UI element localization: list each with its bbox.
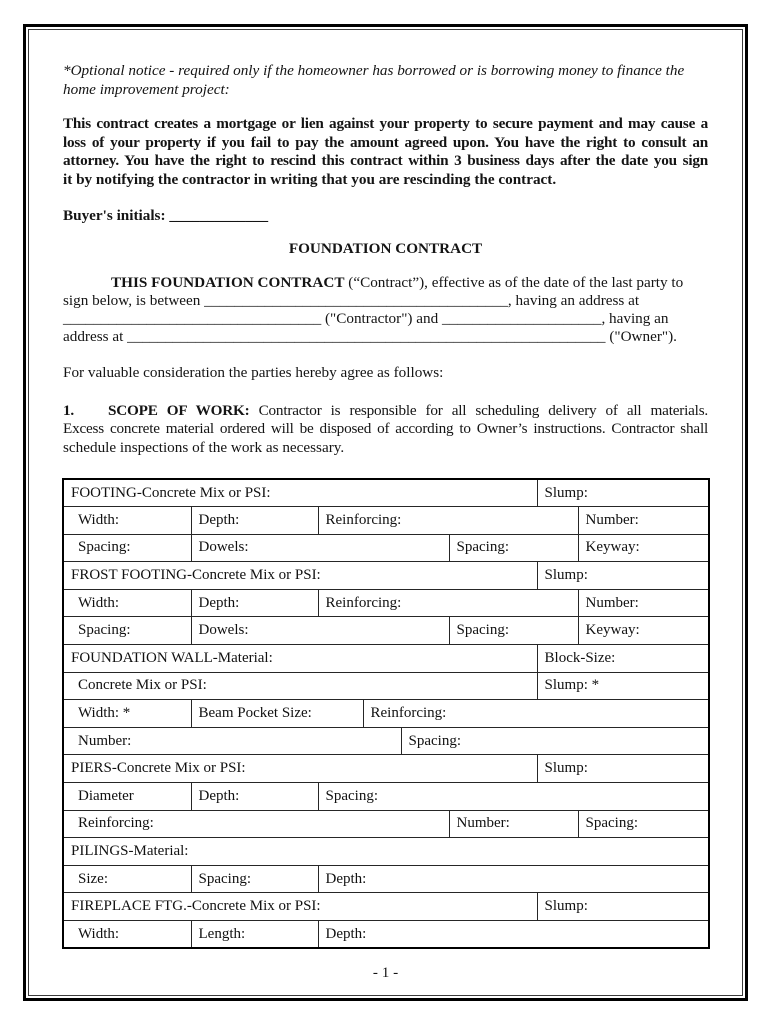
table-cell: PIERS-Concrete Mix or PSI:: [63, 755, 537, 783]
table-section-row: [63, 645, 709, 673]
table-cell: Reinforcing:: [63, 810, 449, 838]
table-cell: Number:: [63, 727, 401, 755]
intro-line: THIS FOUNDATION CONTRACT (“Contract”), effective as of the date of the last party to: [111, 274, 684, 291]
intro-line: sign below, is between ________________________________________, having an address at: [63, 292, 640, 309]
table-section-row: [63, 838, 709, 866]
table-cell: Slump:: [537, 479, 709, 507]
table-cell: Slump:: [537, 755, 709, 783]
scope-number: 1.: [63, 402, 74, 419]
table-cell: Width:: [63, 589, 191, 617]
table-cell: Reinforcing:: [318, 507, 578, 535]
contractor-address-blank[interactable]: __________________________________: [63, 310, 322, 327]
buyers-initials-blank[interactable]: _____________: [169, 207, 269, 224]
owner-name-blank[interactable]: _____________________: [441, 310, 602, 327]
table-row: [63, 810, 709, 838]
table-section-row: [63, 562, 709, 590]
table-cell: Keyway:: [578, 617, 709, 645]
scope-of-work-paragraph: [63, 402, 708, 457]
scope-line: Excess concrete material ordered will be disposed of according to Owner’s instructions. Contractor shall: [63, 420, 708, 438]
scope-heading: SCOPE OF WORK:: [108, 402, 250, 419]
table-row: [63, 534, 709, 562]
warning-line: it by notifying the contractor in writing that you are rescinding the contract.: [63, 170, 557, 188]
table-cell: Depth:: [191, 507, 318, 535]
table-cell: Diameter: [63, 783, 191, 811]
table-cell: Length:: [191, 921, 318, 949]
table-cell: Dowels:: [191, 534, 449, 562]
table-row: [63, 783, 709, 811]
table-section-row: [63, 755, 709, 783]
consideration-text: For valuable consideration the parties hereby agree as follows:: [63, 364, 444, 381]
table-cell: Number:: [578, 589, 709, 617]
table-cell: Spacing:: [449, 534, 578, 562]
notice-line: *Optional notice - required only if the homeowner has borrowed or is borrowing money to finance the: [63, 62, 685, 79]
table-cell: Number:: [449, 810, 578, 838]
table-cell: Reinforcing:: [363, 700, 709, 728]
table-cell: Width:: [63, 507, 191, 535]
scope-line: schedule inspections of the work as necessary.: [63, 438, 345, 456]
spec-table-body: [63, 479, 709, 948]
table-cell: Depth:: [318, 921, 709, 949]
table-cell: Slump:: [537, 893, 709, 921]
table-cell: Beam Pocket Size:: [191, 700, 363, 728]
table-cell: Width:: [63, 921, 191, 949]
table-cell: Spacing:: [63, 617, 191, 645]
table-cell: Size:: [63, 865, 191, 893]
table-cell: Depth:: [191, 783, 318, 811]
table-cell: Depth:: [191, 589, 318, 617]
contractor-name-blank[interactable]: ________________________________________: [204, 292, 508, 309]
intro-paragraph: [63, 274, 708, 346]
scope-line: 1. SCOPE OF WORK: Contractor is responsible for all scheduling delivery of all materials.: [63, 402, 708, 419]
table-cell: Reinforcing:: [318, 589, 578, 617]
table-cell: FROST FOOTING-Concrete Mix or PSI:: [63, 562, 537, 590]
warning-line: loss of your property if you fail to pay the amount agreed upon. You have the right to consult an: [63, 133, 708, 151]
table-cell: FIREPLACE FTG.-Concrete Mix or PSI:: [63, 893, 537, 921]
table-row: [63, 617, 709, 645]
table-row: [63, 507, 709, 535]
table-section-row: [63, 479, 709, 507]
table-cell: Spacing:: [191, 865, 318, 893]
table-cell: Width: *: [63, 700, 191, 728]
table-cell: Number:: [578, 507, 709, 535]
table-row: [63, 700, 709, 728]
table-cell: Keyway:: [578, 534, 709, 562]
table-cell: Spacing:: [578, 810, 709, 838]
table-row: [63, 921, 709, 949]
buyers-initials-label: Buyer's initials:: [63, 207, 170, 224]
table-cell: Depth:: [318, 865, 709, 893]
table-cell: FOUNDATION WALL-Material:: [63, 645, 537, 673]
warning-line: attorney. You have the right to rescind this contract within 3 business days after the date you sign: [63, 152, 708, 169]
spec-table: [62, 478, 710, 949]
table-row: [63, 727, 709, 755]
table-cell: Spacing:: [401, 727, 709, 755]
table-cell: Dowels:: [191, 617, 449, 645]
table-row: [63, 672, 709, 700]
table-cell: Spacing:: [318, 783, 709, 811]
table-cell: PILINGS-Material:: [63, 838, 709, 866]
table-section-row: [63, 893, 709, 921]
page-number: - 1 -: [372, 964, 399, 981]
table-cell: Spacing:: [449, 617, 578, 645]
owner-address-blank[interactable]: _______________________________________________________________: [127, 328, 606, 345]
page-title: FOUNDATION CONTRACT: [288, 240, 483, 257]
table-cell: Slump:: [537, 562, 709, 590]
lien-warning-paragraph: [63, 115, 708, 189]
table-row: [63, 865, 709, 893]
table-cell: Spacing:: [63, 534, 191, 562]
intro-defined-term: THIS FOUNDATION CONTRACT: [111, 274, 345, 291]
notice-line: home improvement project:: [63, 80, 230, 98]
optional-notice: [63, 62, 708, 99]
table-cell: FOOTING-Concrete Mix or PSI:: [63, 479, 537, 507]
intro-line: address at _______________________________________________________________ ("Owner").: [63, 328, 677, 345]
warning-line: This contract creates a mortgage or lien against your property to secure payment and may cause a: [63, 115, 708, 132]
table-cell: Slump: *: [537, 672, 709, 700]
buyers-initials-row: [63, 207, 708, 226]
table-row: [63, 589, 709, 617]
table-cell: Concrete Mix or PSI:: [63, 672, 537, 700]
intro-line: __________________________________ ("Contractor") and _____________________, having an: [63, 310, 669, 327]
table-cell: Block-Size:: [537, 645, 709, 673]
